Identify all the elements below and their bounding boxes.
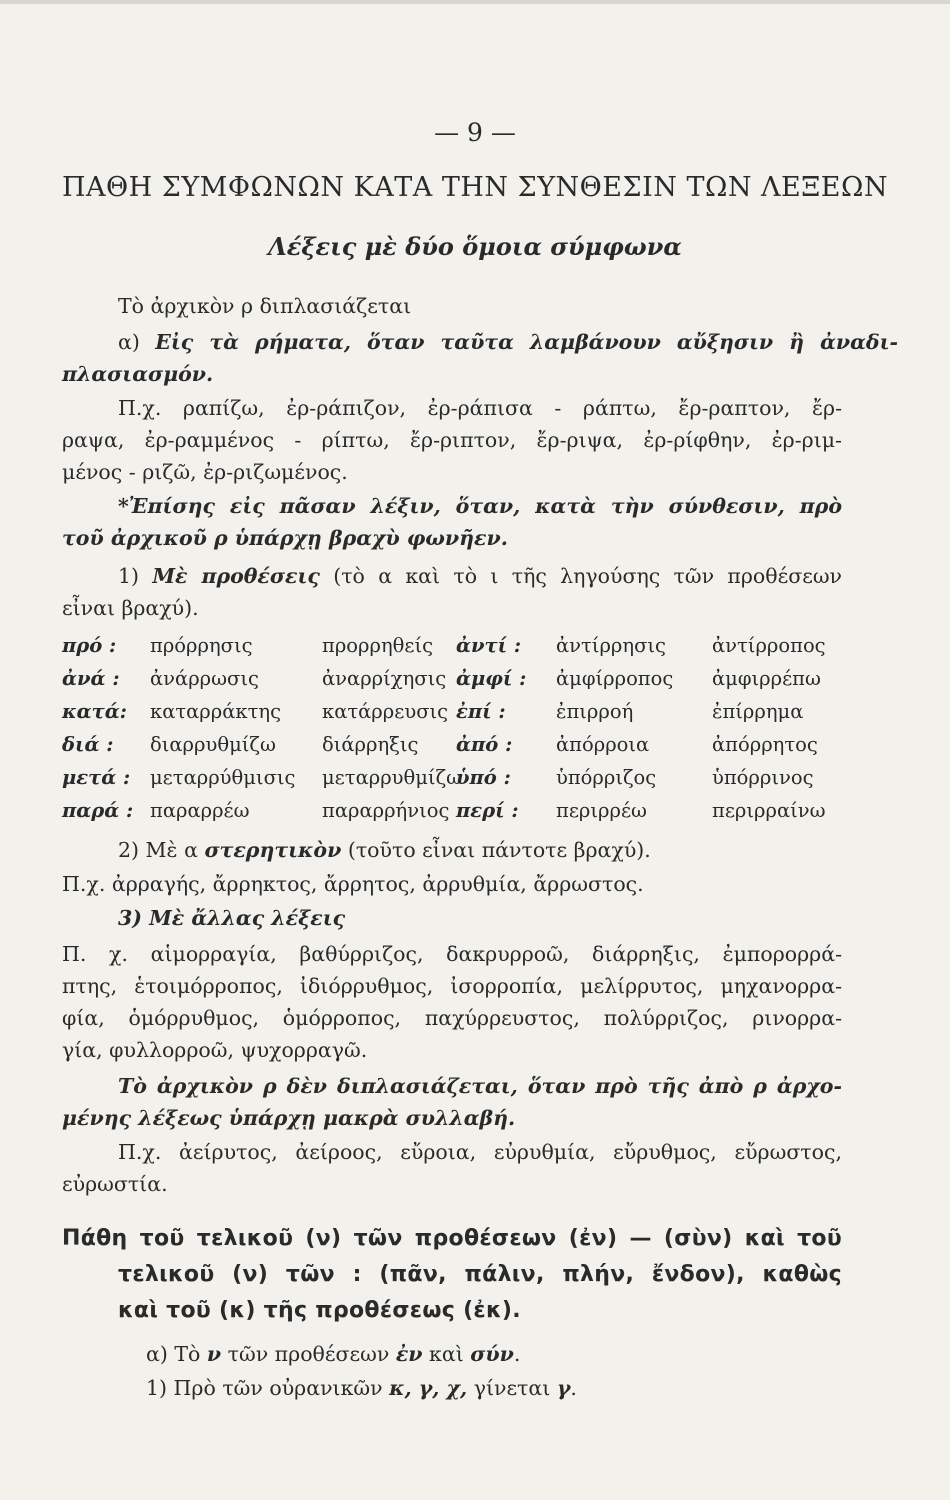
also-rule-line-2: τοῦ ἀρχικοῦ ρ ὑπάρχῃ βραχὺ φωνῆεν.	[62, 526, 508, 550]
point-2-example: Π.χ. ἀρραγής, ἄρρηκτος, ἄρρητος, ἀρρυθμία, ἄρρωστος.	[62, 872, 644, 896]
prepositions-table	[62, 634, 852, 832]
point-1-line-1: 1) Μὲ προθέσεις (τὸ α καὶ τὸ ι τῆς ληγούσης τῶν προθέσεων	[118, 564, 843, 588]
point-3-example-line-3: φία, ὁμόρρυθμος, ὁμόρροπος, παχύρρευστος, πολύρριζος, ρινορρα-	[62, 1006, 842, 1030]
point-3-example-line-1: Π. χ. αἱμορραγία, βαθύρριζος, δακρυρροῶ, διάρρηξις, ἐμπορορρά-	[62, 942, 842, 966]
section-heading-line-3: καὶ τοῦ (κ) τῆς προθέσεως (ἐκ).	[118, 1298, 521, 1323]
page-top-edge	[0, 0, 950, 4]
table-row: παρά : παραρρέω παραρρήνιος περί : περιρρέω περιρραίνω	[62, 799, 826, 822]
example-1-line-3: μένος - ριζῶ, ἐρ-ριζωμένος.	[62, 460, 348, 484]
also-rule-line-1: *Ἐπίσης εἰς πᾶσαν λέξιν, ὅταν, κατὰ τὴν σύνθεσιν, πρὸ	[118, 494, 842, 518]
point-1-line-2: εἶναι βραχύ).	[62, 596, 199, 620]
point-3-example-line-4: γία, φυλλορροῶ, ψυχορραγῶ.	[62, 1038, 368, 1062]
point-3-example-line-2: πτης, ἑτοιμόρροπος, ἰδιόρρυθμος, ἰσορροπία, μελίρρυτος, μηχανορρα-	[62, 974, 842, 998]
table-row: διά : διαρρυθμίζω διάρρηξις ἀπό : ἀπόρροια ἀπόρρητος	[62, 733, 818, 756]
section-heading-line-2: τελικοῦ (ν) τῶν : (πᾶν, πάλιν, πλήν, ἔνδον), καθὼς	[118, 1262, 842, 1287]
section-heading-line-1: Πάθη τοῦ τελικοῦ (ν) τῶν προθέσεων (ἐν) — (σὺν) καὶ τοῦ	[62, 1226, 842, 1251]
table-row: πρό : πρόρρησις προρρηθείς ἀντί : ἀντίρρησις ἀντίρροπος	[62, 634, 826, 657]
rule-a-line-1: α) Εἰς τὰ ρήματα, ὅταν ταῦτα λαμβάνουν αὔξησιν ἢ ἀναδι-	[118, 330, 899, 354]
intro-line: Τὸ ἀρχικὸν ρ διπλασιάζεται	[118, 294, 412, 318]
rule-a-text: Εἰς τὰ ρήματα, ὅταν ταῦτα λαμβάνουν αὔξησιν ἢ ἀναδι-	[155, 330, 899, 354]
point-3-heading: 3) Μὲ ἄλλας λέξεις	[118, 906, 346, 930]
rule-2-example-line-1: Π.χ. ἀείρυτος, ἀείροος, εὔροια, εὐρυθμία, εὔρυθμος, εὔρωστος,	[118, 1140, 842, 1164]
example-1-line-1: Π.χ. ραπίζω, ἐρ-ράπιζον, ἐρ-ράπισα - ράπτω, ἔρ-ραπτον, ἔρ-	[118, 396, 842, 420]
rule-2-line-2: μένης λέξεως ὑπάρχῃ μακρὰ συλλαβή.	[62, 1106, 516, 1130]
rule-a-line-2: πλασιασμόν.	[62, 362, 214, 386]
table-row: κατά: καταρράκτης κατάρρευσις ἐπί : ἐπιρροή ἐπίρρημα	[62, 700, 804, 723]
point-2-line: 2) Μὲ α στερητικὸν (τοῦτο εἶναι πάντοτε βραχύ).	[118, 838, 651, 862]
page-title: ΠΑΘΗ ΣΥΜΦΩΝΩΝ ΚΑΤΑ ΤΗΝ ΣΥΝΘΕΣΙΝ ΤΩΝ ΛΕΞΕΩΝ	[61, 172, 888, 203]
rule-2-example-line-2: εὐρωστία.	[62, 1172, 168, 1196]
page-number: — 9 —	[434, 118, 516, 147]
example-1-line-2: ραψα, ἐρ-ραμμένος - ρίπτω, ἔρ-ριπτον, ἔρ-ριψα, ἐρ-ρίφθην, ἐρ-ριμ-	[62, 428, 842, 452]
table-row: ἀνά : ἀνάρρωσις ἀναρρίχησις ἀμφί : ἀμφίρροπος ἀμφιρρέπω	[62, 667, 821, 690]
rule-2-line-1: Τὸ ἀρχικὸν ρ δὲν διπλασιάζεται, ὅταν πρὸ τῆς ἀπὸ ρ ἀρχο-	[118, 1074, 842, 1098]
section-subtitle: Λέξεις μὲ δύο ὅμοια σύμφωνα	[268, 232, 682, 261]
last-point-a: α) Τὸ ν τῶν προθέσεων ἐν καὶ σύν.	[146, 1342, 521, 1366]
last-point-1: 1) Πρὸ τῶν οὐρανικῶν κ, γ, χ, γίνεται γ.	[146, 1376, 577, 1400]
table-row: μετά : μεταρρύθμισις μεταρρυθμίζω ὑπό : ὑπόρριζος ὑπόρρινος	[62, 766, 814, 789]
